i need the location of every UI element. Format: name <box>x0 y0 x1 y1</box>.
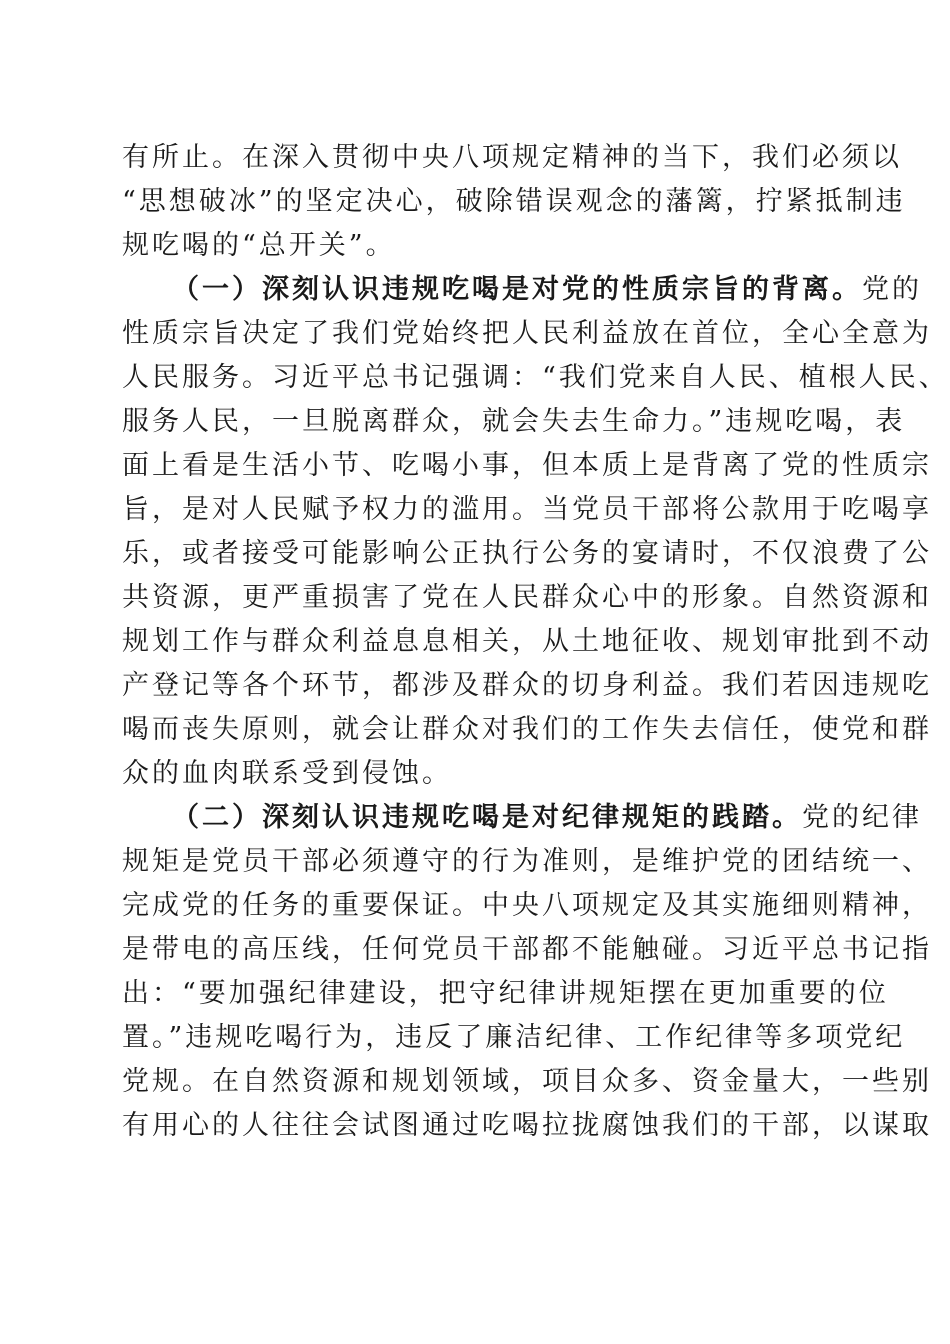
text-line <box>122 358 949 398</box>
text-line <box>122 974 889 1014</box>
text-line <box>122 402 905 442</box>
body-text: 规矩是党员干部必须遵守的行为准则，是维护党的团结统一、 <box>122 846 932 877</box>
body-text: 党的纪律 <box>802 802 922 833</box>
body-text: 性质宗旨决定了我们党始终把人民利益放在首位，全心全意为 <box>122 318 932 349</box>
body-text: 喝而丧失原则，就会让群众对我们的工作失去信任，使党和群 <box>122 714 932 745</box>
bold-heading: （一）深刻认识违规吃喝是对党的性质宗旨的背离。 <box>172 274 862 305</box>
body-text: 规吃喝的“总开关”。 <box>122 230 396 261</box>
body-text: 产登记等各个环节，都涉及群众的切身利益。我们若因违规吃 <box>122 670 932 701</box>
text-line <box>172 270 922 310</box>
text-line <box>122 314 932 354</box>
body-text: 共资源，更严重损害了党在人民群众心中的形象。自然资源和 <box>122 582 932 613</box>
body-text: 面上看是生活小节、吃喝小事，但本质上是背离了党的性质宗 <box>122 450 932 481</box>
text-line <box>122 1018 905 1058</box>
body-text: 有所止。在深入贯彻中央八项规定精神的当下，我们必须以 <box>122 142 902 173</box>
body-text: 置。”违规吃喝行为，违反了廉洁纪律、工作纪律等多项党纪 <box>122 1022 906 1053</box>
body-text: 完成党的任务的重要保证。中央八项规定及其实施细则精神， <box>122 890 932 921</box>
text-line <box>172 798 922 838</box>
body-text: 旨，是对人民赋予权力的滥用。当党员干部将公款用于吃喝享 <box>122 494 932 525</box>
body-text: 有用心的人往往会试图通过吃喝拉拢腐蚀我们的干部，以谋取 <box>122 1110 932 1141</box>
text-line <box>122 578 932 618</box>
body-text: “思想破冰”的坚定决心，破除错误观念的藩篱，拧紧抵制违 <box>122 186 906 217</box>
text-line <box>122 1062 932 1102</box>
body-text: 党的 <box>862 274 922 305</box>
body-text: 乐，或者接受可能影响公正执行公务的宴请时，不仅浪费了公 <box>122 538 932 569</box>
body-text: 众的血肉联系受到侵蚀。 <box>122 758 452 789</box>
body-text: 规划工作与群众利益息息相关，从土地征收、规划审批到不动 <box>122 626 932 657</box>
text-line <box>122 182 906 222</box>
body-text: 出：“要加强纪律建设，把守纪律讲规矩摆在更加重要的位 <box>122 978 889 1009</box>
body-text: 党规。在自然资源和规划领域，项目众多、资金量大，一些别 <box>122 1066 932 1097</box>
text-line <box>122 666 932 706</box>
text-line <box>122 842 932 882</box>
body-text: 是带电的高压线，任何党员干部都不能触碰。习近平总书记指 <box>122 934 932 965</box>
text-line <box>122 754 452 794</box>
text-line <box>122 446 932 486</box>
text-line <box>122 710 932 750</box>
text-line <box>122 138 902 178</box>
bold-heading: （二）深刻认识违规吃喝是对纪律规矩的践踏。 <box>172 802 802 833</box>
text-line <box>122 534 932 574</box>
body-text: 人民服务。习近平总书记强调：“我们党来自人民、植根人民、 <box>122 362 949 393</box>
text-line <box>122 886 932 926</box>
text-line <box>122 930 932 970</box>
text-line <box>122 490 932 530</box>
text-line <box>122 622 932 662</box>
body-text: 服务人民，一旦脱离群众，就会失去生命力。”违规吃喝，表 <box>122 406 906 437</box>
text-line <box>122 1106 932 1146</box>
text-line <box>122 226 396 266</box>
